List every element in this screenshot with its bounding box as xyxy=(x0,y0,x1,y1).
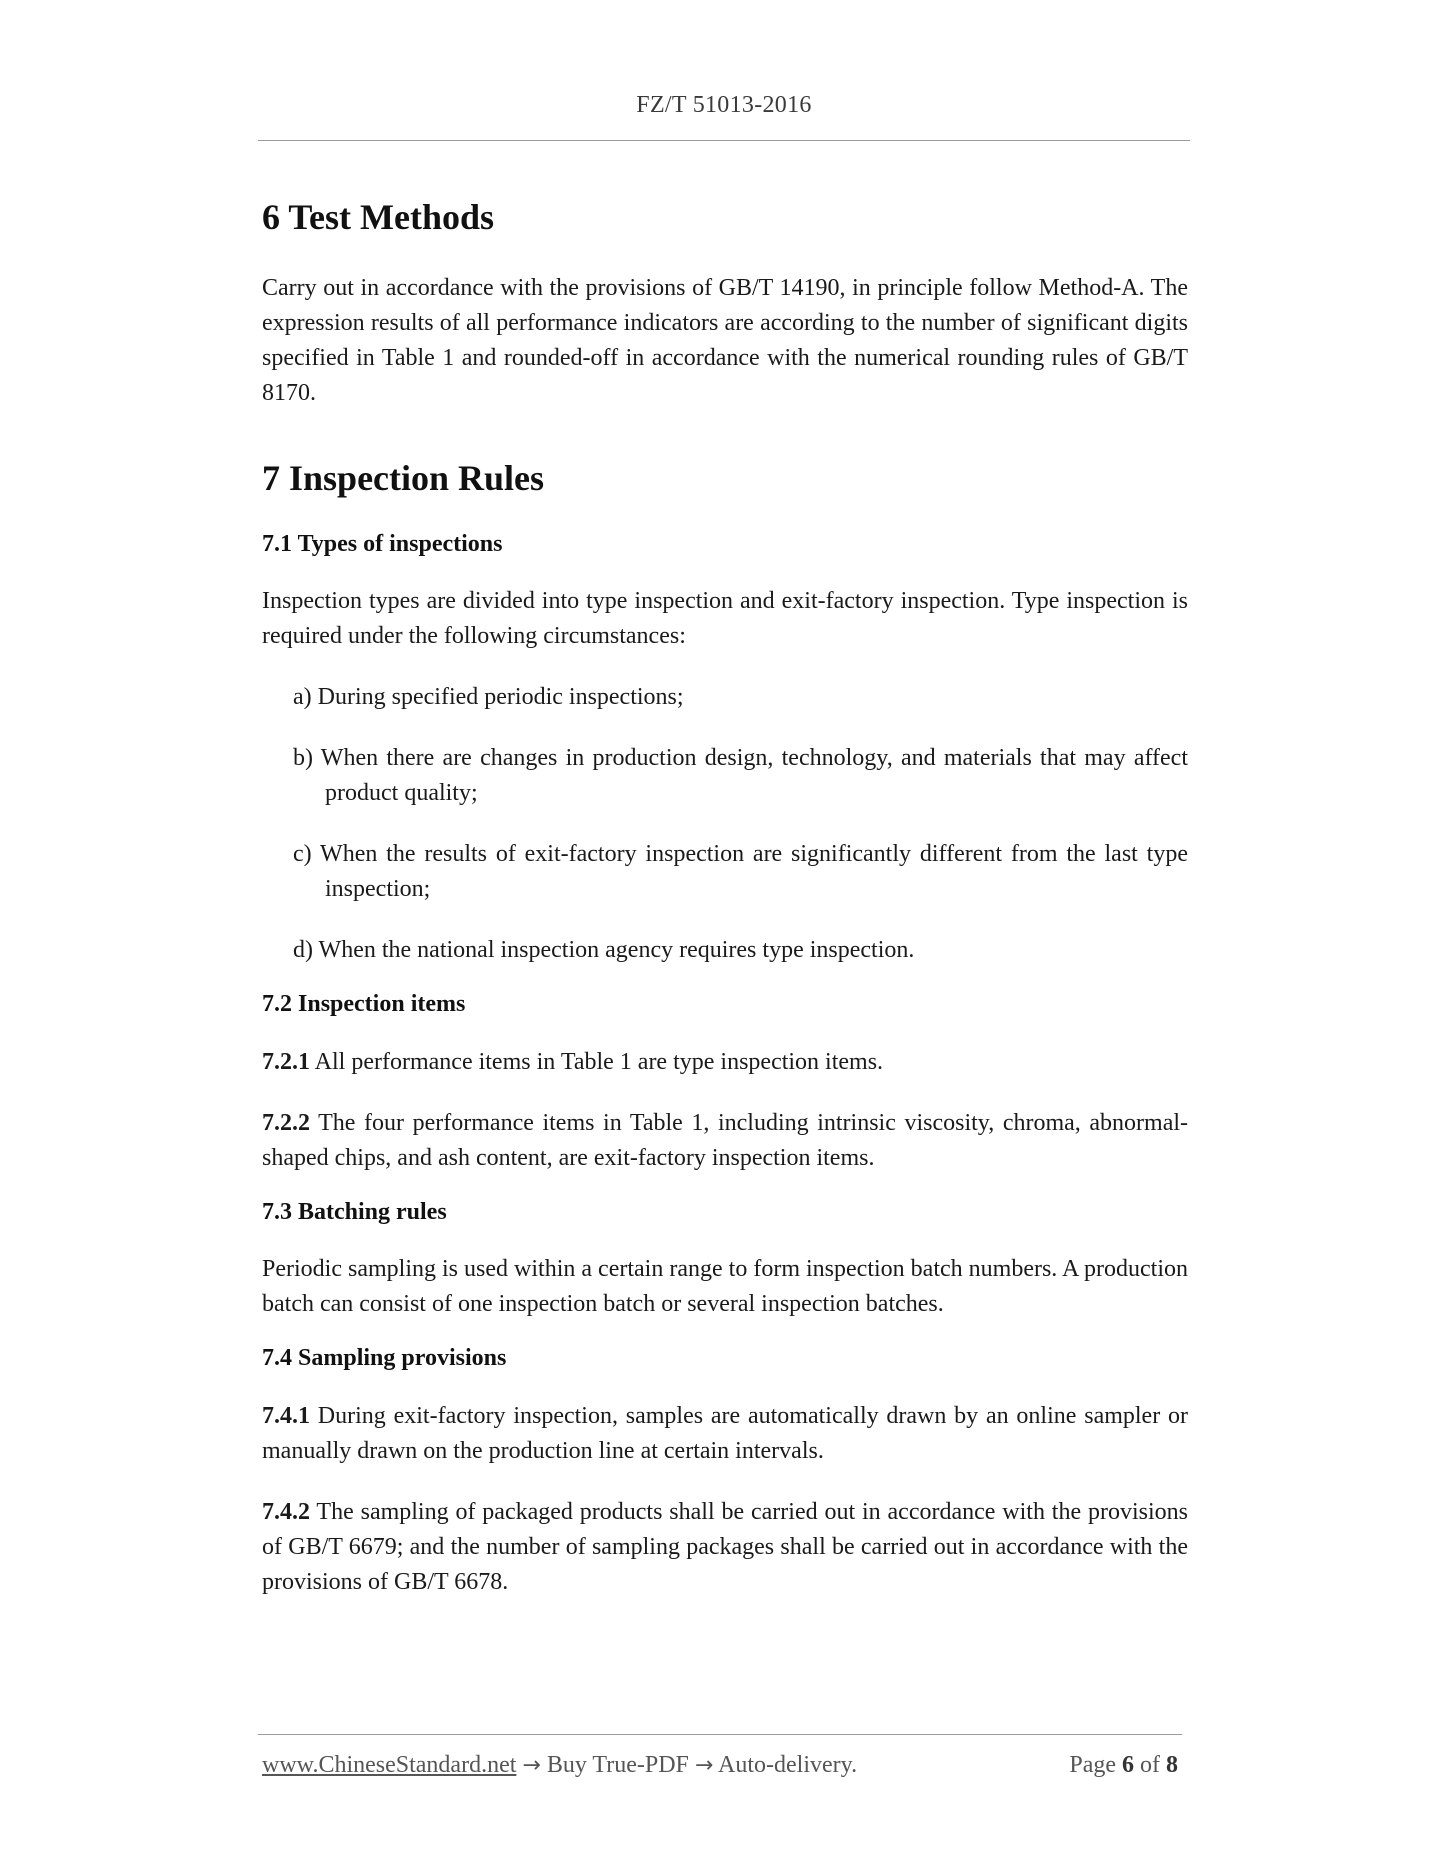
clause-7-2-1 xyxy=(262,1045,1188,1080)
section-7-3-heading: 7.3 Batching rules xyxy=(262,1198,447,1225)
clause-text: The sampling of packaged products shall be carried out in accordance with the provisions of GB/T 6679; and the number of sampling packages shall be carried out in accordance with the provisions of GB/T 6678. xyxy=(262,1498,1188,1595)
clause-7-4-2 xyxy=(262,1495,1188,1600)
arrow-right-icon: → xyxy=(522,1753,541,1778)
clause-number: 7.4.1 xyxy=(262,1402,310,1429)
list-item-d: d) When the national inspection agency requires type inspection. xyxy=(293,937,915,964)
page-current: 6 xyxy=(1122,1752,1134,1778)
page-footer xyxy=(262,1752,1182,1779)
clause-7-2-2 xyxy=(262,1106,1188,1176)
section-7-2-heading: 7.2 Inspection items xyxy=(262,991,466,1018)
page-content xyxy=(262,190,1188,1600)
list-item-a: a) During specified periodic inspections; xyxy=(293,684,684,711)
site-link[interactable]: www.ChineseStandard.net xyxy=(262,1752,517,1778)
header-divider xyxy=(258,140,1190,141)
list-item-b: b) When there are changes in production design, technology, and materials that may affect product quality; xyxy=(293,745,1188,807)
list-item-c: c) When the results of exit-factory inspection are significantly different from the last type inspection; xyxy=(293,841,1188,903)
footer-divider xyxy=(258,1734,1182,1735)
clause-number: 7.4.2 xyxy=(262,1498,310,1525)
section-7-3-paragraph: Periodic sampling is used within a certain range to form inspection batch numbers. A production batch can consist of one inspection batch or several inspection batches. xyxy=(262,1256,1188,1318)
section-7-1-heading: 7.1 Types of inspections xyxy=(262,530,503,557)
clause-7-4-1 xyxy=(262,1399,1188,1469)
auto-delivery-text: Auto-delivery. xyxy=(718,1752,858,1778)
page-of: of xyxy=(1140,1752,1160,1778)
clause-text: During exit-factory inspection, samples are automatically drawn by an online sampler or manually drawn on the production line at certain intervals. xyxy=(262,1402,1188,1464)
clause-number: 7.2.2 xyxy=(262,1109,310,1136)
page-label: Page xyxy=(1069,1752,1116,1778)
section-7-1-paragraph: Inspection types are divided into type inspection and exit-factory inspection. Type inspection is required under the following circumstances: xyxy=(262,588,1188,650)
clause-text: All performance items in Table 1 are type inspection items. xyxy=(310,1048,884,1075)
clause-text: The four performance items in Table 1, including intrinsic viscosity, chroma, abnormal-shaped chips, and ash content, are exit-factory inspection items. xyxy=(262,1109,1188,1171)
section-6-paragraph: Carry out in accordance with the provisions of GB/T 14190, in principle follow Method-A. The expression results of all performance indicators are according to the number of significant digits specified in Table 1 and rounded-off in accordance with the numerical rounding rules of GB/T 8170. xyxy=(262,274,1188,406)
clause-number: 7.2.1 xyxy=(262,1048,310,1075)
section-6-heading: 6 Test Methods xyxy=(262,197,495,237)
page-indicator xyxy=(1069,1752,1178,1779)
page-total: 8 xyxy=(1166,1752,1178,1778)
arrow-right-icon: → xyxy=(694,1753,714,1778)
section-7-heading: 7 Inspection Rules xyxy=(262,457,545,498)
section-7-4-heading: 7.4 Sampling provisions xyxy=(262,1345,507,1372)
buy-true-pdf-text: Buy True-PDF xyxy=(546,1752,689,1778)
running-header: FZ/T 51013-2016 xyxy=(636,92,812,118)
